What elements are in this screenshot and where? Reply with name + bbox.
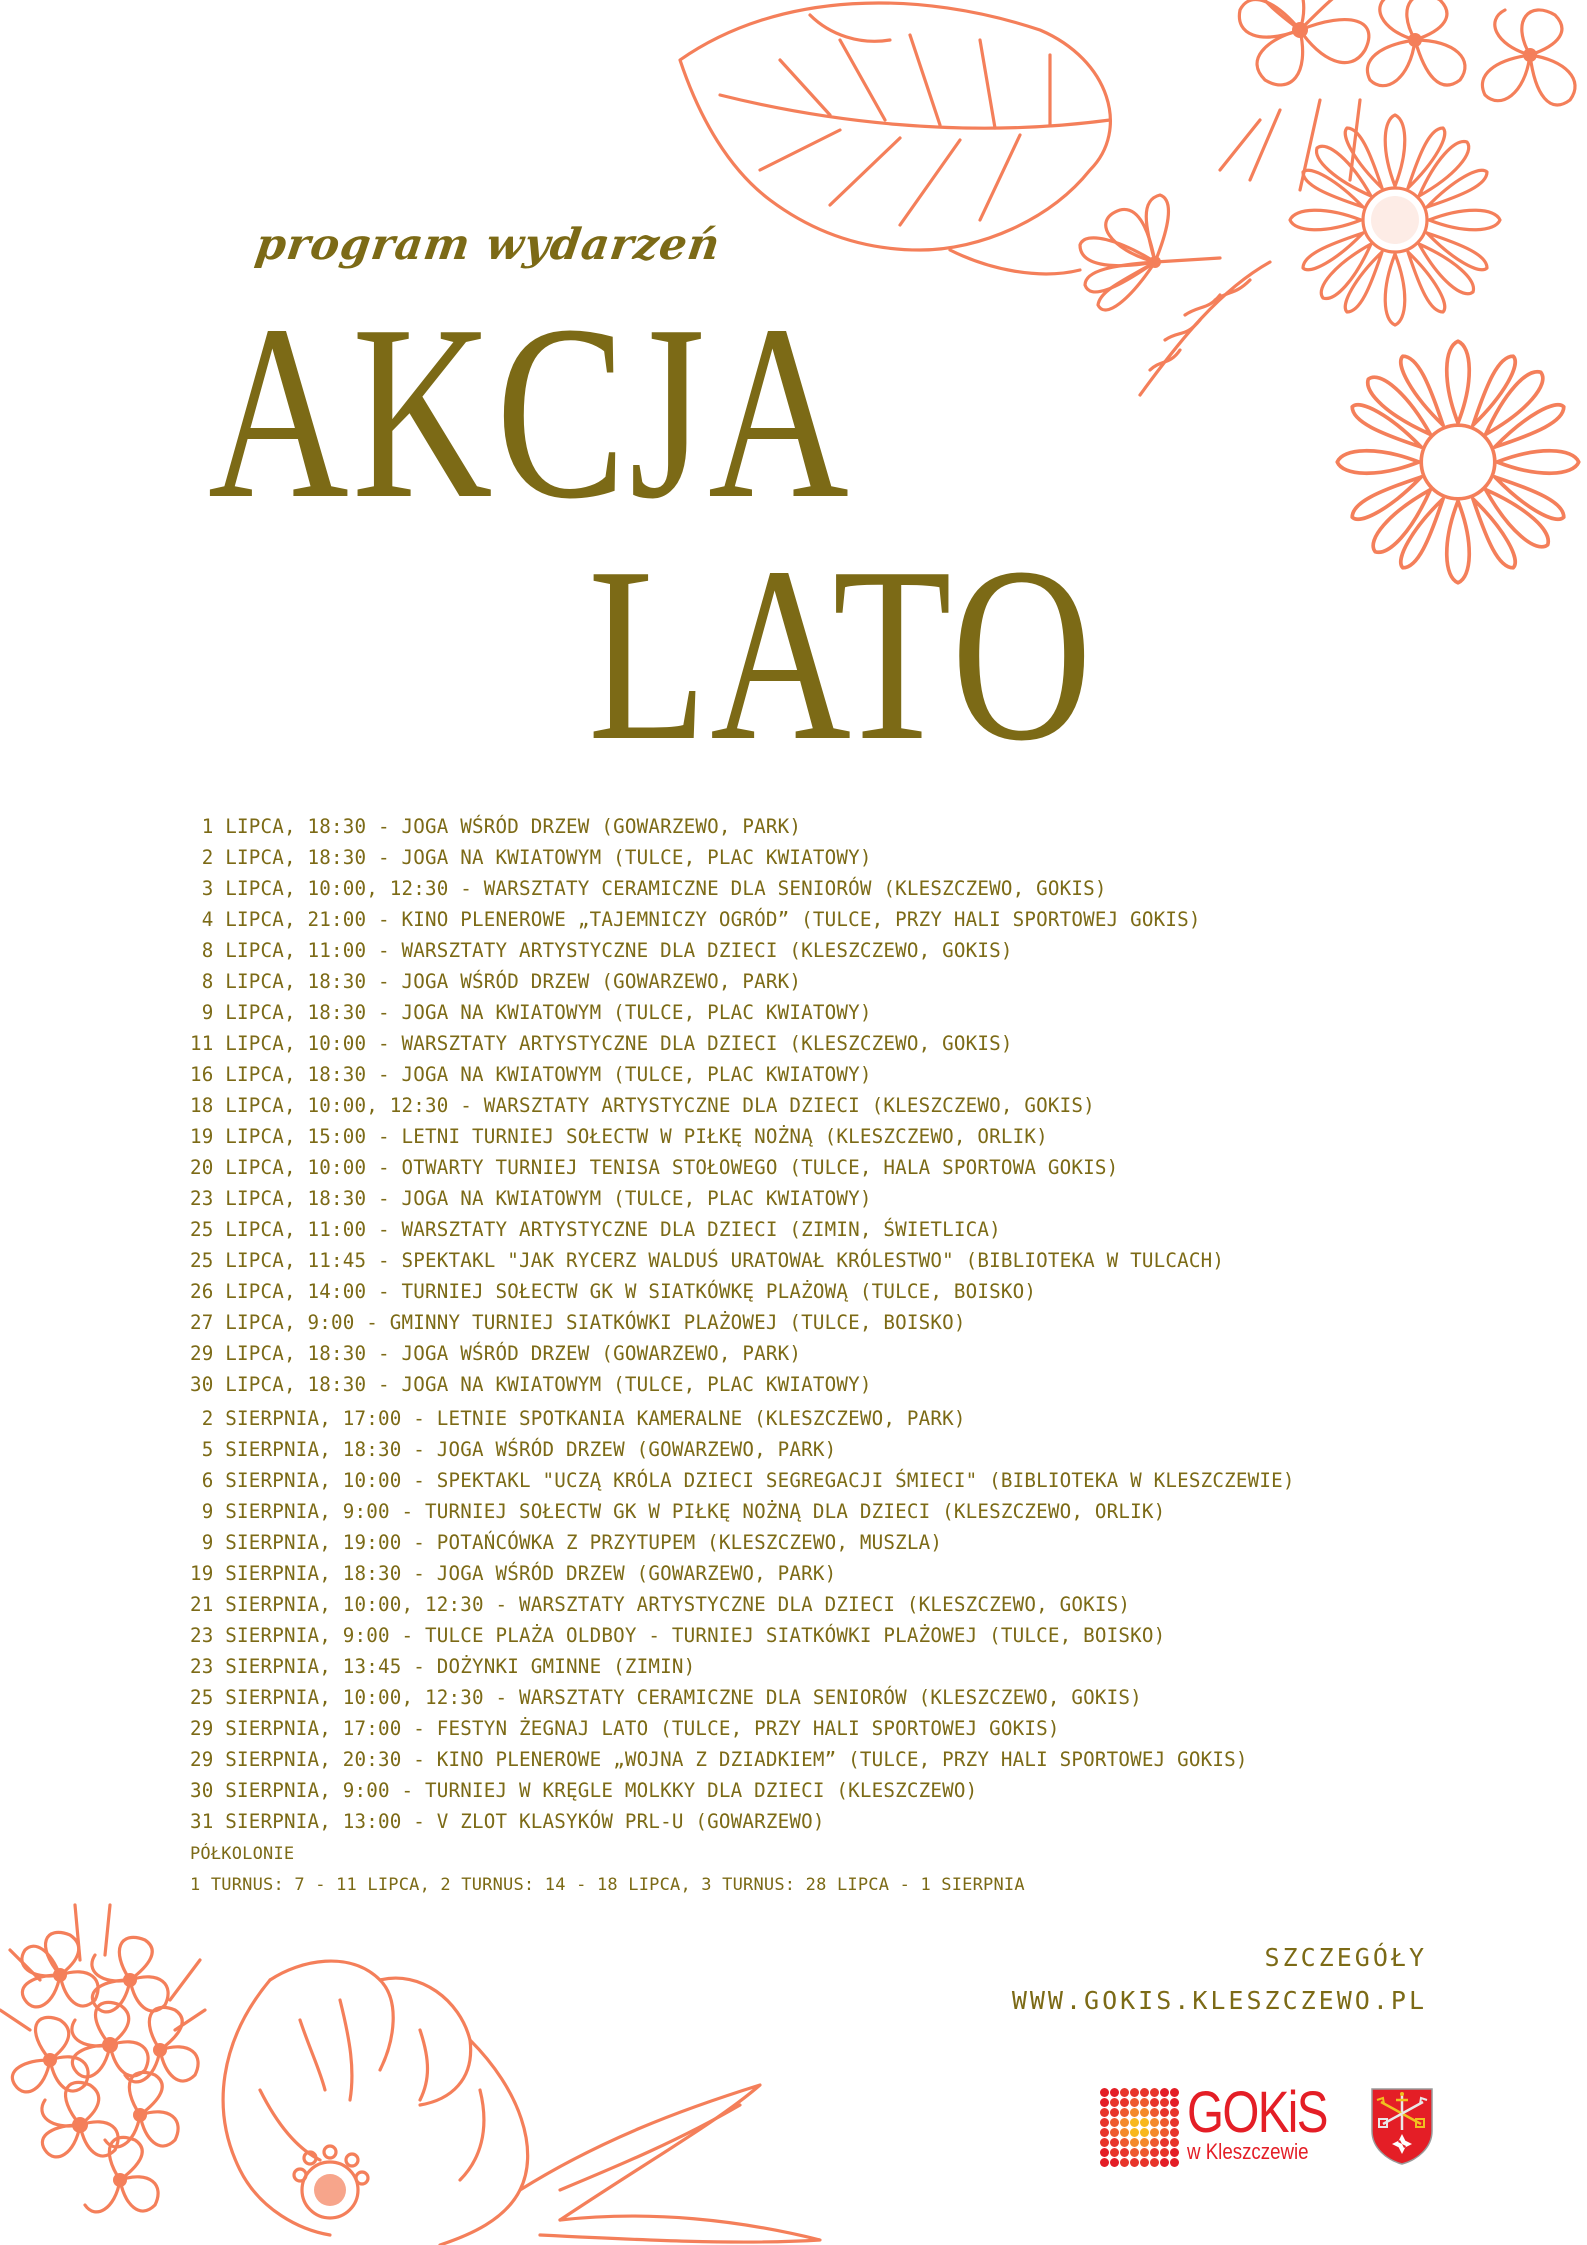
logo-dot	[1120, 2148, 1129, 2157]
event-row: 21 SIERPNIA, 10:00, 12:30 - WARSZTATY ARTYSTYCZNE DLA DZIECI (KLESZCZEWO, GOKIS)	[190, 1593, 1131, 1616]
event-list	[190, 811, 1295, 1901]
logo-dot	[1110, 2098, 1119, 2107]
logo-dot	[1150, 2148, 1159, 2157]
logo-dot	[1100, 2118, 1109, 2127]
coat-of-arms-icon	[1369, 2086, 1435, 2166]
event-row: 9 SIERPNIA, 9:00 - TURNIEJ SOŁECTW GK W PIŁKĘ NOŻNĄ DLA DZIECI (KLESZCZEWO, ORLIK)	[190, 1500, 1166, 1523]
event-row: 3 LIPCA, 10:00, 12:30 - WARSZTATY CERAMICZNE DLA SENIORÓW (KLESZCZEWO, GOKIS)	[190, 877, 1107, 900]
logo-dot	[1150, 2158, 1159, 2167]
logo-dot	[1130, 2098, 1139, 2107]
logo-dot	[1150, 2138, 1159, 2147]
event-row: 19 LIPCA, 15:00 - LETNI TURNIEJ SOŁECTW W PIŁKĘ NOŻNĄ (KLESZCZEWO, ORLIK)	[190, 1125, 1048, 1148]
logo-dot	[1100, 2108, 1109, 2117]
logo-dot	[1120, 2118, 1129, 2127]
subtitle: program wydarzeń	[252, 220, 724, 270]
logo-dot	[1150, 2088, 1159, 2097]
event-row: 11 LIPCA, 10:00 - WARSZTATY ARTYSTYCZNE DLA DZIECI (KLESZCZEWO, GOKIS)	[190, 1032, 1013, 1055]
logo-dot	[1150, 2098, 1159, 2107]
logo-dot	[1110, 2138, 1119, 2147]
logo-dot	[1140, 2148, 1149, 2157]
event-row: 25 LIPCA, 11:45 - SPEKTAKL "JAK RYCERZ WALDUŚ URATOWAŁ KRÓLESTWO" (BIBLIOTEKA W TULCACH)	[190, 1249, 1225, 1272]
logo-dot	[1110, 2088, 1119, 2097]
details-label: SZCZEGÓŁY	[1264, 1943, 1427, 1972]
event-row: 29 LIPCA, 18:30 - JOGA WŚRÓD DRZEW (GOWARZEWO, PARK)	[190, 1342, 802, 1365]
logo-dot	[1120, 2098, 1129, 2107]
event-row: 23 LIPCA, 18:30 - JOGA NA KWIATOWYM (TULCE, PLAC KWIATOWY)	[190, 1187, 872, 1210]
logo-dot	[1170, 2088, 1179, 2097]
website-link[interactable]: WWW.GOKIS.KLESZCZEWO.PL	[1011, 1986, 1427, 2015]
logo-dot	[1160, 2088, 1169, 2097]
event-row: 26 LIPCA, 14:00 - TURNIEJ SOŁECTW GK W SIATKÓWKĘ PLAŻOWĄ (TULCE, BOISKO)	[190, 1280, 1037, 1303]
logo-dot	[1100, 2138, 1109, 2147]
event-row: 2 SIERPNIA, 17:00 - LETNIE SPOTKANIA KAMERALNE (KLESZCZEWO, PARK)	[190, 1407, 966, 1430]
logo-dot	[1170, 2128, 1179, 2137]
gokis-logo-text: GOKiS	[1187, 2080, 1327, 2145]
event-row: 18 LIPCA, 10:00, 12:30 - WARSZTATY ARTYSTYCZNE DLA DZIECI (KLESZCZEWO, GOKIS)	[190, 1094, 1095, 1117]
logo-dot	[1130, 2108, 1139, 2117]
logo-dot	[1140, 2128, 1149, 2137]
event-row: 27 LIPCA, 9:00 - GMINNY TURNIEJ SIATKÓWKI PLAŻOWEJ (TULCE, BOISKO)	[190, 1311, 966, 1334]
logo-dot	[1130, 2118, 1139, 2127]
logo-dot	[1110, 2118, 1119, 2127]
logo-dot	[1160, 2128, 1169, 2137]
event-row: 19 SIERPNIA, 18:30 - JOGA WŚRÓD DRZEW (GOWARZEWO, PARK)	[190, 1562, 837, 1585]
logo-dot	[1170, 2158, 1179, 2167]
event-row: 16 LIPCA, 18:30 - JOGA NA KWIATOWYM (TULCE, PLAC KWIATOWY)	[190, 1063, 872, 1086]
logo-dot	[1150, 2128, 1159, 2137]
event-row: 25 SIERPNIA, 10:00, 12:30 - WARSZTATY CERAMICZNE DLA SENIORÓW (KLESZCZEWO, GOKIS)	[190, 1686, 1142, 1709]
polkolonie-schedule: 1 TURNUS: 7 - 11 LIPCA, 2 TURNUS: 14 - 18 LIPCA, 3 TURNUS: 28 LIPCA - 1 SIERPNIA	[190, 1875, 1025, 1895]
logo-dot	[1160, 2098, 1169, 2107]
logo-dot	[1150, 2118, 1159, 2127]
logo-dot	[1130, 2138, 1139, 2147]
title-line-2: LATO	[588, 516, 1096, 793]
logo-dot	[1140, 2098, 1149, 2107]
logo-dot	[1100, 2158, 1109, 2167]
title-line-1: AKCJA	[208, 274, 853, 551]
event-row: 9 SIERPNIA, 19:00 - POTAŃCÓWKA Z PRZYTUPEM (KLESZCZEWO, MUSZLA)	[190, 1531, 943, 1554]
logo-dot	[1100, 2148, 1109, 2157]
logo-dot	[1130, 2088, 1139, 2097]
logo-dot	[1140, 2158, 1149, 2167]
logo-dot	[1100, 2088, 1109, 2097]
logo-dot	[1120, 2158, 1129, 2167]
logo-dot	[1160, 2118, 1169, 2127]
logo-dot	[1150, 2108, 1159, 2117]
logo-dot	[1170, 2138, 1179, 2147]
logo-dot	[1100, 2098, 1109, 2107]
dot-grid-logo-icon	[1100, 2088, 1179, 2167]
logo-dot	[1140, 2088, 1149, 2097]
polkolonie-label: PÓŁKOLONIE	[190, 1844, 295, 1864]
logo-dot	[1110, 2148, 1119, 2157]
logo-dot	[1110, 2158, 1119, 2167]
gokis-logo	[1100, 2080, 1335, 2176]
event-row: 5 SIERPNIA, 18:30 - JOGA WŚRÓD DRZEW (GOWARZEWO, PARK)	[190, 1438, 837, 1461]
event-row: 2 LIPCA, 18:30 - JOGA NA KWIATOWYM (TULCE, PLAC KWIATOWY)	[190, 846, 872, 869]
floral-decoration-bottom-left-icon	[0, 1890, 980, 2245]
logo-dot	[1160, 2138, 1169, 2147]
event-row: 1 LIPCA, 18:30 - JOGA WŚRÓD DRZEW (GOWARZEWO, PARK)	[190, 815, 802, 838]
logo-dot	[1170, 2118, 1179, 2127]
logo-dot	[1130, 2158, 1139, 2167]
event-row: 25 LIPCA, 11:00 - WARSZTATY ARTYSTYCZNE DLA DZIECI (ZIMIN, ŚWIETLICA)	[190, 1218, 1001, 1241]
logo-dot	[1130, 2148, 1139, 2157]
event-row: 20 LIPCA, 10:00 - OTWARTY TURNIEJ TENISA STOŁOWEGO (TULCE, HALA SPORTOWA GOKIS)	[190, 1156, 1119, 1179]
logo-dot	[1110, 2108, 1119, 2117]
event-row: 8 LIPCA, 11:00 - WARSZTATY ARTYSTYCZNE DLA DZIECI (KLESZCZEWO, GOKIS)	[190, 939, 1013, 962]
event-row: 30 SIERPNIA, 9:00 - TURNIEJ W KRĘGLE MOLKKY DLA DZIECI (KLESZCZEWO)	[190, 1779, 978, 1802]
logo-dot	[1120, 2138, 1129, 2147]
logo-dot	[1140, 2118, 1149, 2127]
logo-dot	[1130, 2128, 1139, 2137]
logo-dot	[1160, 2148, 1169, 2157]
gokis-logo-subtext: w Kleszczewie	[1187, 2139, 1309, 2164]
logo-dot	[1170, 2148, 1179, 2157]
event-row: 30 LIPCA, 18:30 - JOGA NA KWIATOWYM (TULCE, PLAC KWIATOWY)	[190, 1373, 872, 1396]
logo-dot	[1100, 2128, 1109, 2137]
event-row: 4 LIPCA, 21:00 - KINO PLENEROWE „TAJEMNICZY OGRÓD” (TULCE, PRZY HALI SPORTOWEJ GOKIS)	[190, 908, 1201, 931]
event-row: 23 SIERPNIA, 13:45 - DOŻYNKI GMINNE (ZIMIN)	[190, 1655, 696, 1678]
event-row: 8 LIPCA, 18:30 - JOGA WŚRÓD DRZEW (GOWARZEWO, PARK)	[190, 970, 802, 993]
logo-dot	[1140, 2108, 1149, 2117]
logo-dot	[1120, 2128, 1129, 2137]
event-row: 9 LIPCA, 18:30 - JOGA NA KWIATOWYM (TULCE, PLAC KWIATOWY)	[190, 1001, 872, 1024]
logo-dot	[1170, 2108, 1179, 2117]
event-row: 31 SIERPNIA, 13:00 - V ZLOT KLASYKÓW PRL-U (GOWARZEWO)	[190, 1810, 825, 1833]
logo-dot	[1120, 2108, 1129, 2117]
event-row: 29 SIERPNIA, 17:00 - FESTYN ŻEGNAJ LATO (TULCE, PRZY HALI SPORTOWEJ GOKIS)	[190, 1717, 1060, 1740]
logo-dot	[1170, 2098, 1179, 2107]
logo-dot	[1160, 2158, 1169, 2167]
event-row: 6 SIERPNIA, 10:00 - SPEKTAKL "UCZĄ KRÓLA DZIECI SEGREGACJI ŚMIECI" (BIBLIOTEKA W KLESZCZEWIE)	[190, 1469, 1295, 1492]
logo-dot	[1110, 2128, 1119, 2137]
logo-dot	[1140, 2138, 1149, 2147]
event-row: 23 SIERPNIA, 9:00 - TULCE PLAŻA OLDBOY - TURNIEJ SIATKÓWKI PLAŻOWEJ (TULCE, BOISKO)	[190, 1624, 1166, 1647]
logo-dot	[1160, 2108, 1169, 2117]
logo-dot	[1120, 2088, 1129, 2097]
event-row: 29 SIERPNIA, 20:30 - KINO PLENEROWE „WOJNA Z DZIADKIEM” (TULCE, PRZY HALI SPORTOWEJ GOKIS)	[190, 1748, 1248, 1771]
